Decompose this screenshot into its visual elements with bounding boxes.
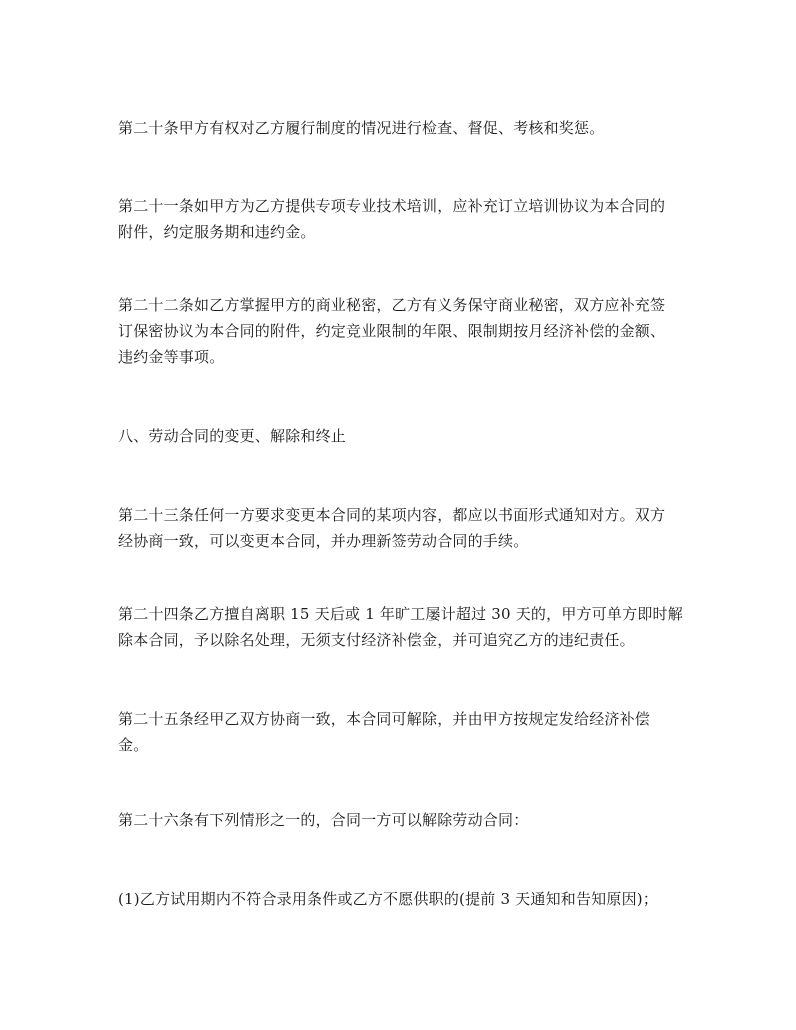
article-25-line-1: 第二十五条经甲乙双方协商一致，本合同可解除，并由甲方按规定发给经济补偿 <box>118 710 651 728</box>
article-20-line-1: 第二十条甲方有权对乙方履行制度的情况进行检查、督促、考核和奖惩。 <box>118 119 605 137</box>
article-24 <box>118 601 690 653</box>
article-21-line-1: 第二十一条如甲方为乙方提供专项专业技术培训，应补充订立培训协议为本合同的 <box>118 197 666 215</box>
article-23 <box>118 502 690 554</box>
article-21-line-2: 附件，约定服务期和违约金。 <box>118 223 316 241</box>
article-22-line-3: 违约金等事项。 <box>118 348 225 366</box>
article-22 <box>118 292 690 370</box>
article-24-line-1: 第二十四条乙方擅自离职 15 天后或 1 年旷工屡计超过 30 天的，甲方可单方即时解 <box>118 605 683 623</box>
article-23-line-2: 经协商一致，可以变更本合同，并办理新签劳动合同的手续。 <box>118 532 529 550</box>
section-heading-8-text: 八、劳动合同的变更、解除和终止 <box>118 427 347 445</box>
article-26-line-1: 第二十六条有下列情形之一的，合同一方可以解除劳动合同： <box>118 811 529 829</box>
article-26-item-1 <box>118 886 690 912</box>
article-24-line-2: 除本合同，予以除名处理，无须支付经济补偿金，并可追究乙方的违纪责任。 <box>118 631 635 649</box>
article-26-item-1-line-1: (1)乙方试用期内不符合录用条件或乙方不愿供职的(提前 3 天通知和告知原因)； <box>118 890 659 908</box>
section-heading-8 <box>118 423 690 449</box>
article-22-line-1: 第二十二条如乙方掌握甲方的商业秘密，乙方有义务保守商业秘密，双方应补充签 <box>118 296 666 314</box>
article-23-line-1: 第二十三条任何一方要求变更本合同的某项内容，都应以书面形式通知对方。双方 <box>118 506 666 524</box>
article-20 <box>118 115 690 141</box>
article-25 <box>118 706 690 758</box>
article-26 <box>118 807 690 833</box>
article-22-line-2: 订保密协议为本合同的附件，约定竞业限制的年限、限制期按月经济补偿的金额、 <box>118 322 666 340</box>
article-21 <box>118 193 690 245</box>
article-25-line-2: 金。 <box>118 736 149 754</box>
